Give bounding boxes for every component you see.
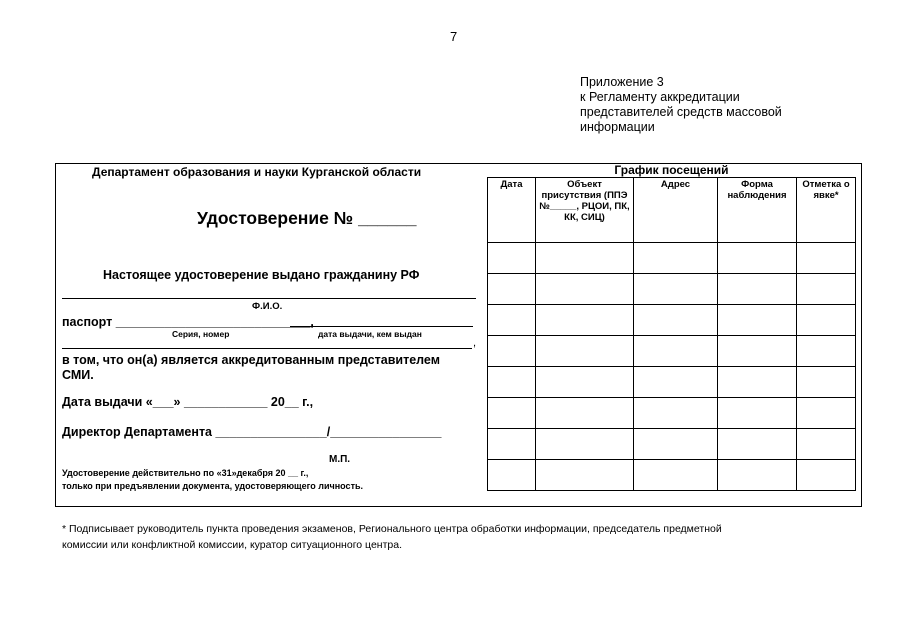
- schedule-cell: [718, 429, 797, 460]
- schedule-cell: [634, 460, 718, 491]
- footnote-line: * Подписывает руководитель пункта проведения экзаменов, Регионального центра обработки информации, председатель предметной: [62, 523, 722, 535]
- schedule-cell: [797, 336, 856, 367]
- footnote-line: комиссии или конфликтной комиссии, куратор ситуационного центра.: [62, 539, 402, 551]
- schedule-header-row: [488, 178, 856, 243]
- passport-caption-series: Серия, номер: [172, 329, 230, 339]
- schedule-cell: [488, 274, 536, 305]
- schedule-cell: [797, 367, 856, 398]
- appendix-line: Приложение 3: [580, 75, 664, 89]
- col-header-attendance: Отметка о явке*: [797, 178, 856, 243]
- footnote: [62, 521, 862, 553]
- schedule-cell: [536, 305, 634, 336]
- schedule-row: [488, 243, 856, 274]
- schedule-row: [488, 274, 856, 305]
- schedule-row: [488, 429, 856, 460]
- director-signature-line: Директор Департамента ________________/________________: [62, 425, 442, 439]
- col-header-object: Объект присутствия (ППЭ №_____, РЦОИ, ПК, КК, СИЦ): [536, 178, 634, 243]
- schedule-cell: [488, 305, 536, 336]
- schedule-cell: [718, 460, 797, 491]
- schedule-cell: [718, 274, 797, 305]
- schedule-cell: [634, 367, 718, 398]
- accreditation-text: в том, что он(а) является аккредитованным представителем СМИ.: [62, 353, 440, 382]
- schedule-cell: [634, 398, 718, 429]
- passport-issued-line: [290, 326, 473, 327]
- schedule-cell: [797, 243, 856, 274]
- schedule-row: [488, 305, 856, 336]
- schedule-cell: [718, 336, 797, 367]
- passport-caption-issued: дата выдачи, кем выдан: [318, 329, 422, 339]
- schedule-table: [487, 177, 856, 491]
- stamp-place: М.П.: [329, 454, 351, 465]
- page-number: 7: [450, 29, 458, 44]
- schedule-cell: [797, 429, 856, 460]
- col-header-form: Форма наблюдения: [718, 178, 797, 243]
- schedule-cell: [536, 398, 634, 429]
- schedule-cell: [797, 274, 856, 305]
- validity-line: только при предъявлении документа, удостоверяющего личность.: [62, 481, 364, 491]
- schedule-title: График посещений: [614, 163, 729, 177]
- schedule-cell: [797, 460, 856, 491]
- schedule-cell: [797, 398, 856, 429]
- issued-to-text: Настоящее удостоверение выдано гражданину РФ: [103, 268, 420, 282]
- schedule-row: [488, 398, 856, 429]
- schedule-cell: [536, 243, 634, 274]
- certificate-title: Удостоверение № ______: [197, 208, 417, 228]
- schedule-cell: [536, 336, 634, 367]
- schedule-cell: [488, 243, 536, 274]
- validity-line: Удостоверение действительно по «31»декабря 20 __ г.,: [62, 468, 309, 478]
- schedule-cell: [718, 398, 797, 429]
- schedule-cell: [718, 305, 797, 336]
- appendix-line: к Регламенту аккредитации: [580, 90, 740, 104]
- appendix-line: представителей средств массовой: [580, 105, 782, 119]
- schedule-cell: [488, 336, 536, 367]
- schedule-cell: [536, 460, 634, 491]
- schedule-cell: [536, 429, 634, 460]
- schedule-cell: [718, 243, 797, 274]
- col-header-date: Дата: [488, 178, 536, 243]
- fio-label: Ф.И.О.: [252, 301, 283, 312]
- schedule-cell: [488, 367, 536, 398]
- appendix-note: [580, 75, 782, 135]
- schedule-cell: [634, 305, 718, 336]
- schedule-cell: [634, 336, 718, 367]
- schedule-cell: [536, 274, 634, 305]
- col-header-address: Адрес: [634, 178, 718, 243]
- schedule-row: [488, 336, 856, 367]
- schedule-row: [488, 460, 856, 491]
- appendix-line: информации: [580, 120, 655, 134]
- schedule-cell: [488, 429, 536, 460]
- schedule-cell: [634, 243, 718, 274]
- issue-date-line: Дата выдачи «___» ____________ 20__ г.,: [62, 395, 314, 409]
- passport-continuation-line: [62, 348, 472, 349]
- schedule-cell: [488, 398, 536, 429]
- validity-note: [62, 467, 363, 493]
- schedule-cell: [488, 460, 536, 491]
- schedule-row: [488, 367, 856, 398]
- schedule-cell: [536, 367, 634, 398]
- schedule-cell: [634, 429, 718, 460]
- passport-line: паспорт ____________________________,: [62, 315, 314, 329]
- department-name: Департамент образования и науки Курганской области: [92, 165, 422, 179]
- schedule-cell: [634, 274, 718, 305]
- schedule-cell: [797, 305, 856, 336]
- schedule-cell: [718, 367, 797, 398]
- fio-line: [62, 298, 476, 299]
- passport-end-comma: ,: [473, 337, 477, 349]
